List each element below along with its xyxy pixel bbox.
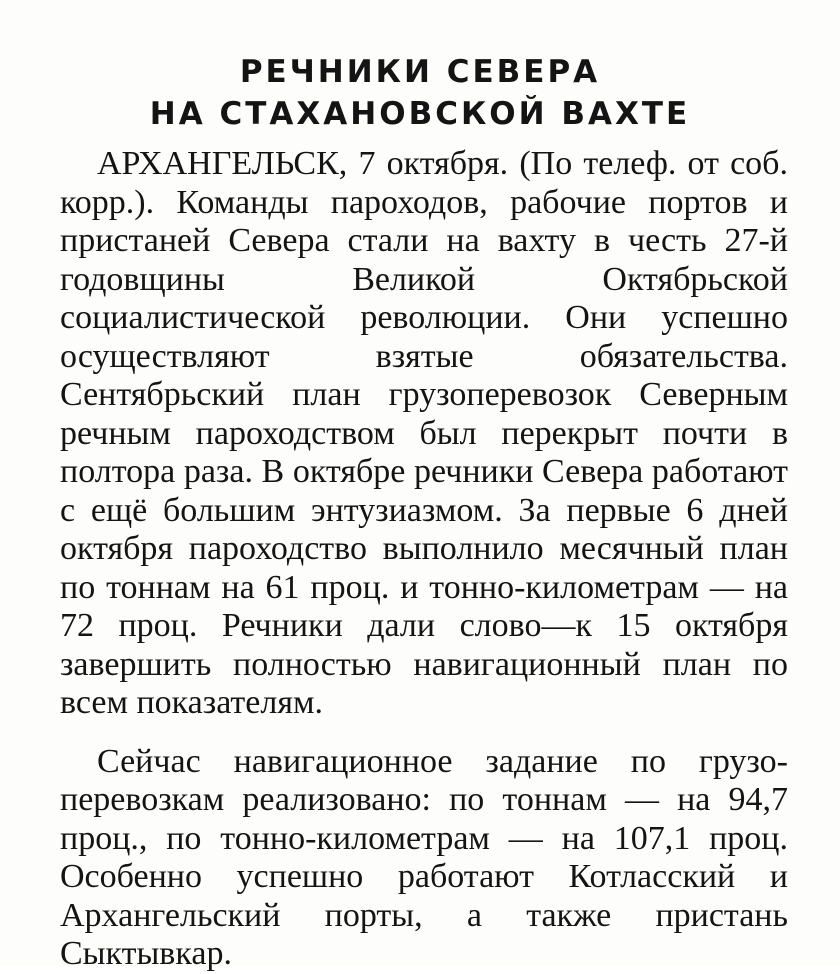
headline-line-1: РЕЧНИКИ СЕВЕРА — [239, 54, 601, 90]
headline-line-2: НА СТАХАНОВСКОЙ ВАХТЕ — [149, 96, 691, 132]
article-paragraph-1: АРХАНГЕЛЬСК, 7 октября. (По телеф. от соб. корр.). Команды пароходов, рабочие портов и пристаней Севера стали на вахту в честь 27-й годовщины Великой Октябрьской социалистической революции. Они успешно осуществляют взятые обязательства. Сентябрьский план грузоперевозок Северным речным пароходством был перекрыт почти в полтора раза. В октябре речники Севера работают с ещё большим энтузиазмом. За первые 6 дней октября пароходство выполнило месячный план по тоннам на 61 проц. и тонно-километрам — на 72 проц. Речники дали слово—к 15 октября завершить полностью навигационный план по всем показателям. — [60, 145, 788, 721]
article-paragraph-2: Сейчас навигационное задание по грузоперевозкам реализовано: по тоннам — на 94,7 проц., по тонно-километрам — на 107,1 проц. Особенно успешно работают Котласский и Архангельский порты, а также пристань Сыктывкар. — [60, 742, 788, 972]
article-body — [60, 145, 788, 974]
